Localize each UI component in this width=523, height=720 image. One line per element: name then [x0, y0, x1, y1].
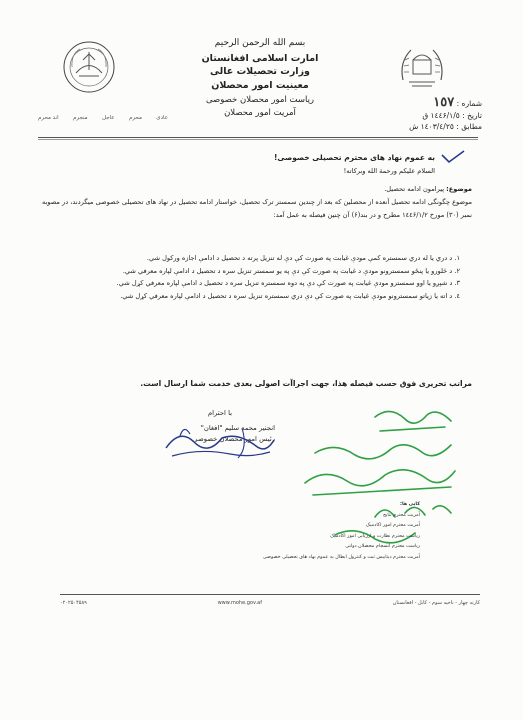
- routing-label: اند محرم: [38, 115, 59, 121]
- header-divider-thin: [38, 139, 478, 140]
- regards-text: با احترام: [207, 409, 233, 417]
- salutation: السلام علیکم ورحمة الله وبرکاته!: [343, 166, 435, 175]
- equiv-value: ١٤٠٣/٤/٢٥ ش: [409, 122, 454, 131]
- equiv-label: مطابق :: [456, 122, 482, 131]
- letter-number: [392, 97, 482, 109]
- decision-item: ٢. د څلورو يا پنځو سمسترونو مودې د غيابت په صورت كې دې په يو سمستر تنزيل سره د تحصیل د ادامې لپاره معرفي شي.: [122, 266, 460, 275]
- decision-items: [40, 252, 460, 302]
- check-mark-icon: [440, 149, 466, 165]
- routing-label: عادی: [156, 115, 168, 121]
- intro-text: موضوع چگونگی ادامه تحصیل آنعده از محصلین که بعد از چندین سمستر ترک تحصیل، خواستار ادامه تحصیل در نهاد های تحصیلی خصوصی میگردند، در مصوبه نمبر (٣٠) مورخ ١٤٤۶/١/٢ مطرح و در بند(۶) آن چنین فیصله به عمل آمد:: [41, 198, 472, 219]
- footer-website: www.mohe.gov.af: [217, 600, 262, 606]
- decision-item: ٤. د اته يا زیاتو سمسترونو مودې غیابت په صورت كې دې دري سمستره تنزيل سره د تحصيل د ادامې لپاره معرفي كړل شي.: [120, 291, 460, 300]
- letter-date-hijri: [392, 110, 482, 121]
- routing-label: عاجل: [102, 115, 115, 121]
- header-line-ministry: وزارت تحصیلات عالی: [210, 66, 310, 77]
- bismillah: بسم الله الرحمن الرحيم: [214, 38, 306, 48]
- closing-paragraph: [40, 378, 472, 391]
- cc-item: آمریت محترم نتایج: [382, 512, 420, 518]
- iea-emblem-icon: [395, 40, 449, 94]
- closing-text: مراتب تحریری فوق حسب فیصله هذا، جهت اجراآت اصولی بعدی خدمت شما ارسال است.: [140, 379, 472, 388]
- cc-item: آمریت محترم دیتابیس ثبت و کنترول ابطال به عموم نهاد های تحصیلی خصوصی: [262, 554, 420, 560]
- footer: [60, 600, 480, 606]
- decision-item: ١. د دري يا له دري سمستره كمې مودې غيابت په صورت كې دې له تنزيل پرته د تحصيل د ادامې اجازه ورکول شي.: [146, 254, 460, 262]
- cc-item: آمریت محترم امور اکادمیک: [365, 523, 420, 528]
- cc-list: [240, 500, 420, 563]
- routing-labels: [38, 115, 168, 121]
- routing-label: محرم: [128, 115, 142, 121]
- subject-line: [40, 183, 472, 196]
- footer-address: کارته چهار - ناحیه سوم - کابل - افغانستان: [392, 600, 480, 606]
- header-line-deputy: معینیت امور محصلان: [211, 80, 309, 91]
- subject-label: موضوع:: [446, 185, 472, 193]
- letter-date-solar: [392, 121, 482, 132]
- addressee: به عموم نهاد های محترم تحصیلی خصوصی!: [273, 153, 435, 162]
- number-value: ١٥٧: [433, 95, 455, 110]
- date-label: تاریخ :: [462, 111, 482, 120]
- header-line-emirate: امارت اسلامی افغانستان: [201, 53, 319, 64]
- footer-phone: ۰۲۰۲۵۰۴۵۸۹: [60, 600, 87, 606]
- header-line-directorate: ریاست امور محصلان خصوصی: [205, 95, 315, 105]
- routing-label: منجرم: [73, 115, 88, 121]
- date-value: ١٤٤۶/١/٥ ق: [422, 111, 460, 120]
- decision-item: ٣. د شپږو يا اوو سمسترو مودې غیابت په صورت كې دې په دوه سمستره تنزيل سره د تحصيل د ادامې لپاره معرفي كړل شي.: [116, 279, 460, 287]
- subject-text: پیرامون ادامه تحصیل.: [384, 185, 447, 193]
- cc-item: ریاست محترم نظارت و ارزیابی امور اکادمیک: [330, 533, 420, 539]
- header-divider: [38, 137, 478, 138]
- signatory-name: انجنیر محمد سلیم "افغان": [200, 423, 275, 432]
- cc-item: ریاست محترم انسجام محصلان دولتی: [345, 544, 420, 549]
- mohe-emblem-icon: [62, 40, 116, 94]
- number-label: شماره :: [456, 99, 482, 108]
- footer-divider: [60, 594, 480, 595]
- signatory-title: رئیس امور محصلان خصوصی: [192, 435, 275, 443]
- letter-body: [40, 152, 435, 177]
- intro-paragraph: [40, 196, 472, 221]
- cc-heading: کاپی ها:: [400, 502, 420, 507]
- header-line-office: آمریت امور محصلان: [224, 108, 296, 118]
